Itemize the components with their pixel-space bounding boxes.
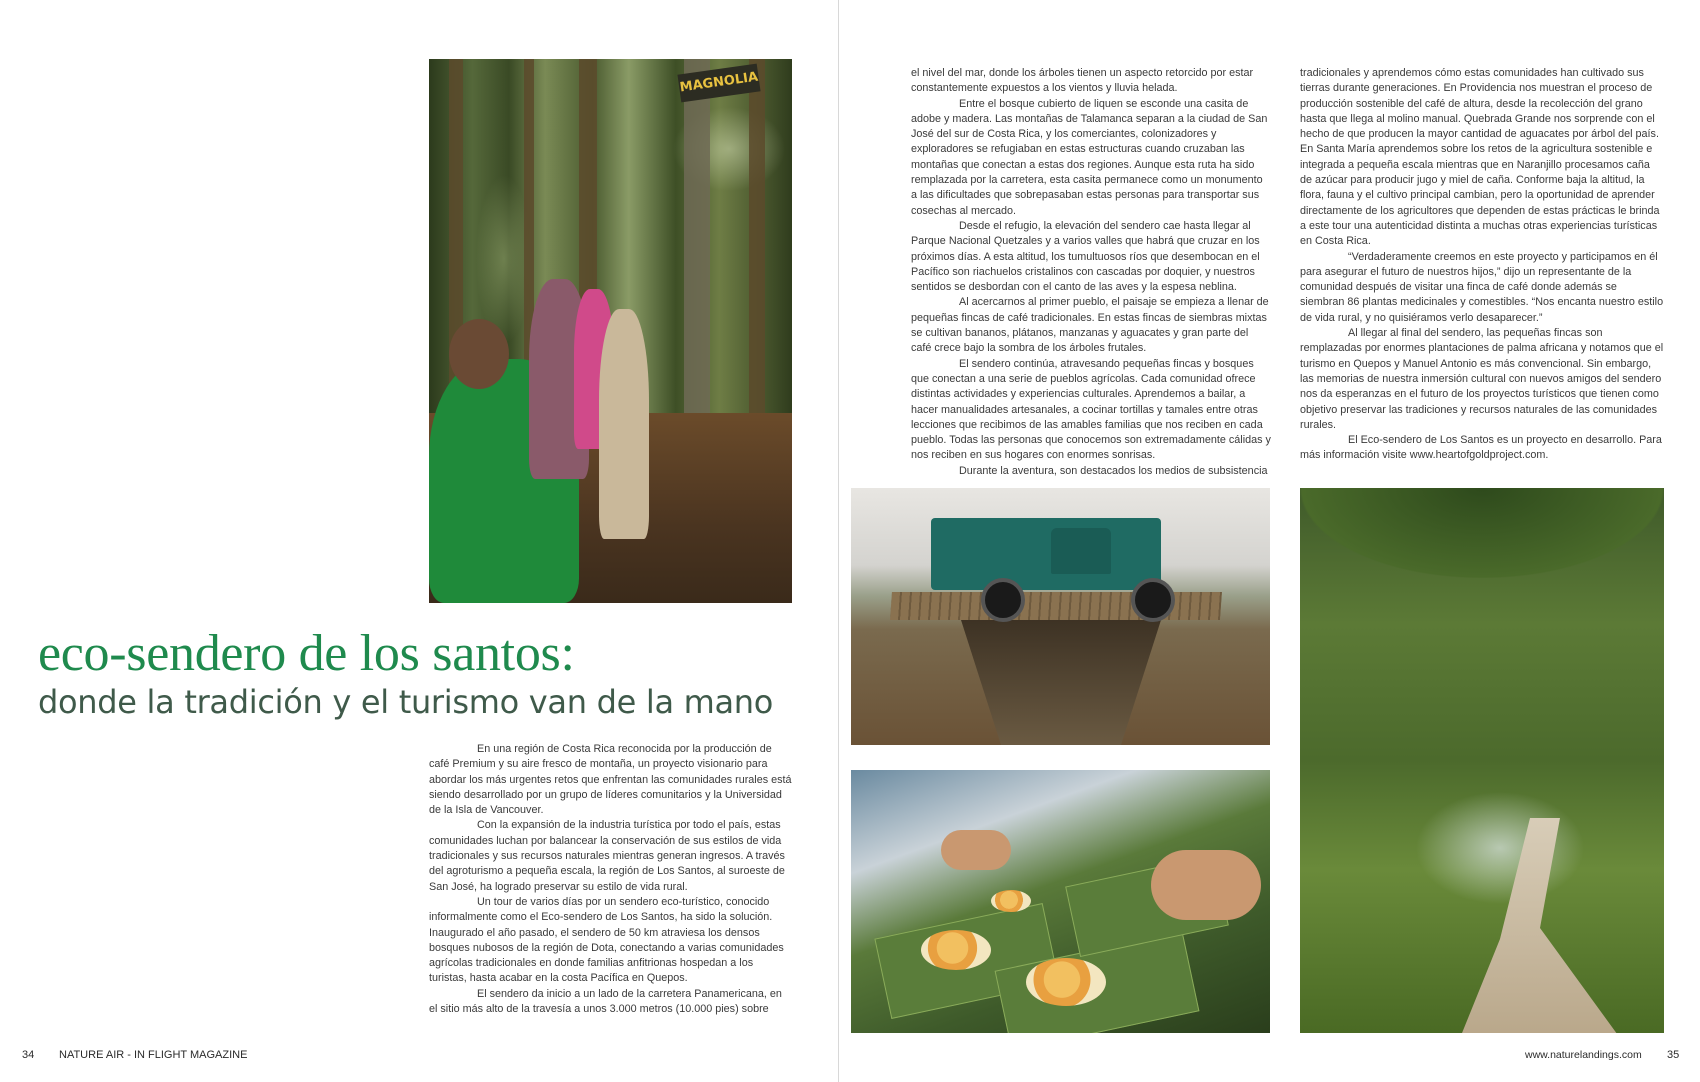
- paragraph: Al llegar al final del sendero, las pequeñas fincas son remplazadas por enormes plantaciones de palma africana y notamos que el turismo en Quepos y Manuel Antonio es más convencional. Sin embargo, las memorias de nuestra inmersión cultural con nuevos amigos del sendero nos da esperanzas en el futuro de los proyectos turísticos que tienen como objetivo preservar las tradiciones y recursos naturales de las comunidades rurales.: [1300, 327, 1664, 431]
- tamal-dough: [991, 890, 1031, 912]
- page-number-right: 35: [1667, 1049, 1680, 1061]
- truck-wheel: [1131, 578, 1175, 622]
- paragraph: Desde el refugio, la elevación del sendero cae hasta llegar al Parque Nacional Quetzales y a varios valles que habrá que cruzar en los próximos días. A esta altitud, los tumultuosos ríos que desembocan en el Pacífico son riachuelos cristalinos con cascadas por doquier, y nuestros sentidos se desbordan con el canto de las aves y la espesa neblina.: [911, 219, 1260, 294]
- article-title: eco-sendero de los santos:: [38, 625, 575, 682]
- article-subtitle: donde la tradición y el turismo van de la mano: [38, 683, 774, 721]
- hand: [1151, 850, 1261, 920]
- photo-truck-on-bridge: [851, 488, 1270, 745]
- page-number-left: 34: [22, 1049, 35, 1061]
- photo-cooking-tamales: [851, 770, 1270, 1033]
- truck-cab: [1051, 528, 1111, 574]
- middle-column: [911, 66, 1271, 479]
- page-gutter: [838, 0, 839, 1082]
- paragraph: Con la expansión de la industria turística por todo el país, estas comunidades luchan por balancear la conservación de sus estilos de vida tradicionales y sus recursos naturales mientras generan ingresos. A través del agroturismo a pequeña escala, la región de Los Santos, al suroeste de San José, ha logrado preservar su estilo de vida rural.: [429, 819, 785, 893]
- right-column: [1300, 66, 1664, 464]
- paragraph: el nivel del mar, donde los árboles tienen un aspecto retorcido por estar constantemente expuestos a los vientos y lluvia helada.: [911, 67, 1254, 95]
- trail-sign: MAGNOLIA: [677, 64, 760, 103]
- paragraph: “Verdaderamente creemos en este proyecto y participamos en él para asegurar el futuro de nuestros hijos,” dijo un representante de la comunidad después de visitar una finca de café donde además se siembran 86 plantas medicinales y comestibles. “Nos encanta nuestro estilo de vida rural, y no quisiéramos verlo desaparecer.”: [1300, 250, 1664, 324]
- paragraph: Entre el bosque cubierto de liquen se esconde una casita de adobe y madera. Las montañas de Talamanca separan a la ciudad de San José del sur de Costa Rica, y los comerciantes, colonizadores y exploradores se refugiaban en estas estructuras cuando cruzaban las montañas que conectan a estas dos regiones. Aunque esta ruta ha sido remplazada por la carretera, esta casita permanece como un monumento a las dificultades que sobrepasaban estas personas para transportar sus cosechas al mercado.: [911, 97, 1268, 217]
- paragraph: Al acercarnos al primer pueblo, el paisaje se empieza a llenar de pequeñas fincas de café tradicionales. En estas fincas de siembras mixtas se cultivan bananos, plátanos, manzanas y aguacates y gran parte del café crece bajo la sombra de los árboles frutales.: [911, 296, 1269, 355]
- dirt-road: [1420, 818, 1620, 1033]
- photo-hikers-forest-trail: [429, 59, 792, 603]
- paragraph: Durante la aventura, son destacados los medios de subsistencia: [959, 464, 1268, 477]
- truck-body: [931, 518, 1161, 590]
- truck-wheel: [981, 578, 1025, 622]
- tamal-dough: [1026, 958, 1106, 1006]
- photo-country-road: [1300, 488, 1664, 1033]
- paragraph: El sendero continúa, atravesando pequeñas fincas y bosques que conectan a una serie de pueblos agrícolas. Cada comunidad ofrece distintas actividades y experiencias culturales. Aprendemos a bailar, a hacer manualidades artesanales, a cocinar tortillas y tamales entre otras lecciones que recibimos de las amables familias que nos reciben en cada pueblo. Todas las personas que conocemos son extremadamente cálidas y nos reciben en sus hogares con enormes sonrisas.: [911, 357, 1271, 462]
- tamal-dough: [921, 930, 991, 970]
- hand: [941, 830, 1011, 870]
- website-url: www.naturelandings.com: [1525, 1049, 1642, 1061]
- paragraph: Un tour de varios días por un sendero eco-turístico, conocido informalmente como el Eco-sendero de Los Santos, ha sido la solución. Inaugurado el año pasado, el sendero de 50 km atraviesa los densos bosques nubosos de la región de Dota, conectando a varias comunidades agrícolas tradicionales en donde familias anfitrionas hospedan a los turistas, hasta acabar en la costa Pacífica en Quepos.: [429, 895, 784, 985]
- paragraph: El Eco-sendero de Los Santos es un proyecto en desarrollo. Para más información visite www.heartofgoldproject.com.: [1300, 434, 1662, 462]
- publication-name: NATURE AIR - IN FLIGHT MAGAZINE: [59, 1049, 248, 1061]
- hiker-head: [449, 319, 509, 389]
- hiker-guide: [599, 309, 649, 539]
- intro-column: [429, 742, 793, 1017]
- paragraph: El sendero da inicio a un lado de la carretera Panamericana, en el sitio más alto de la travesía a unos 3.000 metros (10.000 pies) sobre: [429, 987, 782, 1016]
- ravine: [961, 620, 1161, 745]
- tree-canopy: [1300, 488, 1664, 578]
- paragraph: tradicionales y aprendemos cómo estas comunidades han cultivado sus tierras durante generaciones. En Providencia nos muestran el proceso de producción sostenible del café de altura, desde la recolección del grano hasta que llega al molino manual. Quebrada Grande nos sorprende con el hecho de que producen la mayor cantidad de aguacates por árbol del país. En Santa María aprendemos sobre los retos de la agricultura sostenible e integrada a pequeña escala mientras que en Naranjillo procesamos caña de azúcar para producir jugo y miel de caña. Conforme baja la altitud, la flora, fauna y el cultivo principal cambian, pero la oportunidad de aprender directamente de los agricultores que dependen de estas prácticas le brinda a este tour una autenticidad distinta a muchas otras experiencias turísticas en Costa Rica.: [1300, 67, 1660, 248]
- paragraph: En una región de Costa Rica reconocida por la producción de café Premium y su aire fresco de montaña, un proyecto visionario para abordar los más urgentes retos que enfrentan las comunidades rurales está siendo desarrollado por un grupo de líderes comunitarios y la Universidad de la Isla de Vancouver.: [429, 743, 792, 817]
